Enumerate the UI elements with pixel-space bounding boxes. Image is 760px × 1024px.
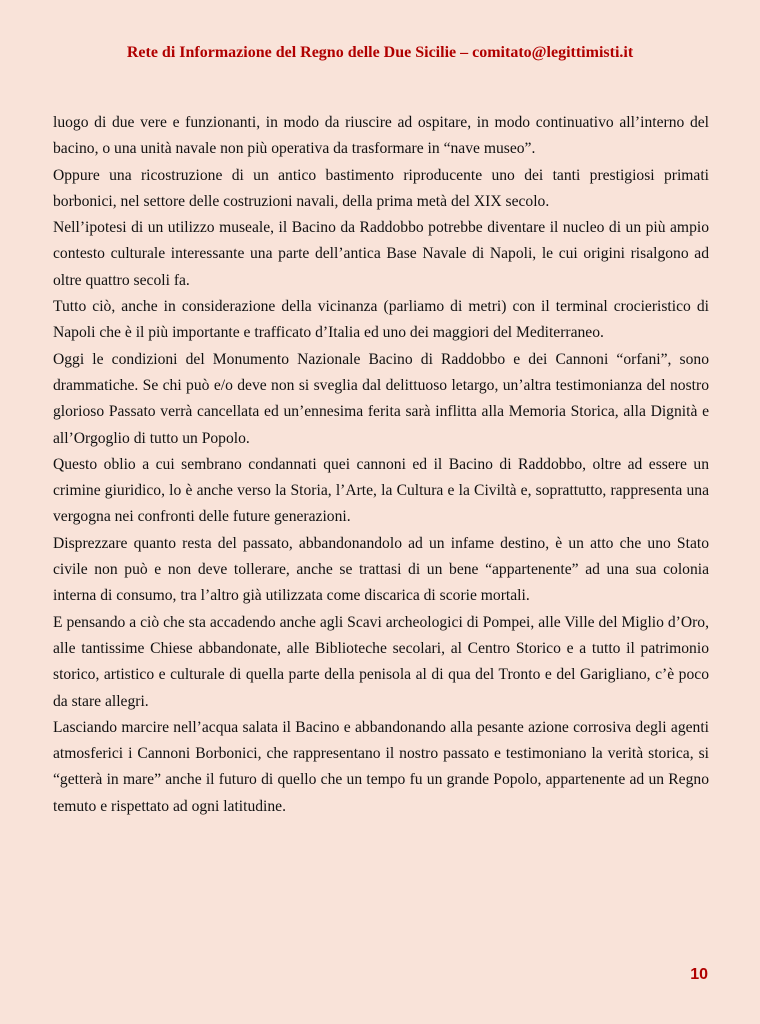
paragraph: Disprezzare quanto resta del passato, abbandonandolo ad un infame destino, è un atto che uno Stato civile non può e non deve tollerare, anche se trattasi di un bene “appartenente” ad una sua colonia interna di consumo, tra l’altro già utilizzata come discarica di scorie mortali.	[53, 534, 709, 605]
paragraph: Tutto ciò, anche in considerazione della vicinanza (parliamo di metri) con il terminal crocieristico di Napoli che è il più importante e trafficato d’Italia ed uno dei maggiori del Mediterraneo.	[53, 298, 709, 342]
page-number: 10	[690, 966, 708, 983]
paragraph: luogo di due vere e funzionanti, in modo da riuscire ad ospitare, in modo continuativo all’interno del bacino, o una unità navale non più operativa da trasformare in “nave museo”.	[53, 114, 709, 158]
paragraph: Lasciando marcire nell’acqua salata il Bacino e abbandonando alla pesante azione corrosiva degli agenti atmosferici i Cannoni Borbonici, che rappresentano il nostro passato e testimoniano la verità storica, si “getterà in mare” anche il futuro di quello che un tempo fu un grande Popolo, appartenente ad un Regno temuto e rispettato ad ogni latitudine.	[53, 718, 709, 815]
document-body	[53, 110, 709, 820]
paragraph: Oppure una ricostruzione di un antico bastimento riproducente uno dei tanti prestigiosi primati borbonici, nel settore delle costruzioni navali, della prima metà del XIX secolo.	[53, 166, 709, 210]
page-header: Rete di Informazione del Regno delle Due Sicilie – comitato@legittimisti.it	[126, 44, 634, 61]
paragraph: Oggi le condizioni del Monumento Nazionale Bacino di Raddobbo e dei Cannoni “orfani”, sono drammatiche. Se chi può e/o deve non si sveglia dal delittuoso letargo, un’altra testimonianza del nostro glorioso Passato verrà cancellata ed un’ennesima ferita sarà inflitta alla Memoria Storica, alla Dignità e all’Orgoglio di tutto un Popolo.	[53, 350, 709, 447]
paragraph: Questo oblio a cui sembrano condannati quei cannoni ed il Bacino di Raddobbo, oltre ad essere un crimine giuridico, lo è anche verso la Storia, l’Arte, la Cultura e la Civiltà e, soprattutto, rappresenta una vergogna nei confronti delle future generazioni.	[53, 455, 709, 526]
paragraph: Nell’ipotesi di un utilizzo museale, il Bacino da Raddobbo potrebbe diventare il nucleo di un più ampio contesto culturale interessante una parte dell’antica Base Navale di Napoli, le cui origini risalgono ad oltre quattro secoli fa.	[53, 219, 709, 289]
paragraph: E pensando a ciò che sta accadendo anche agli Scavi archeologici di Pompei, alle Ville del Miglio d’Oro, alle tantissime Chiese abbandonate, alle Biblioteche secolari, al Centro Storico e a tutto il patrimonio storico, artistico e culturale di quella parte della penisola al di qua del Tronto e del Garigliano, c’è poco da stare allegri.	[53, 613, 709, 710]
